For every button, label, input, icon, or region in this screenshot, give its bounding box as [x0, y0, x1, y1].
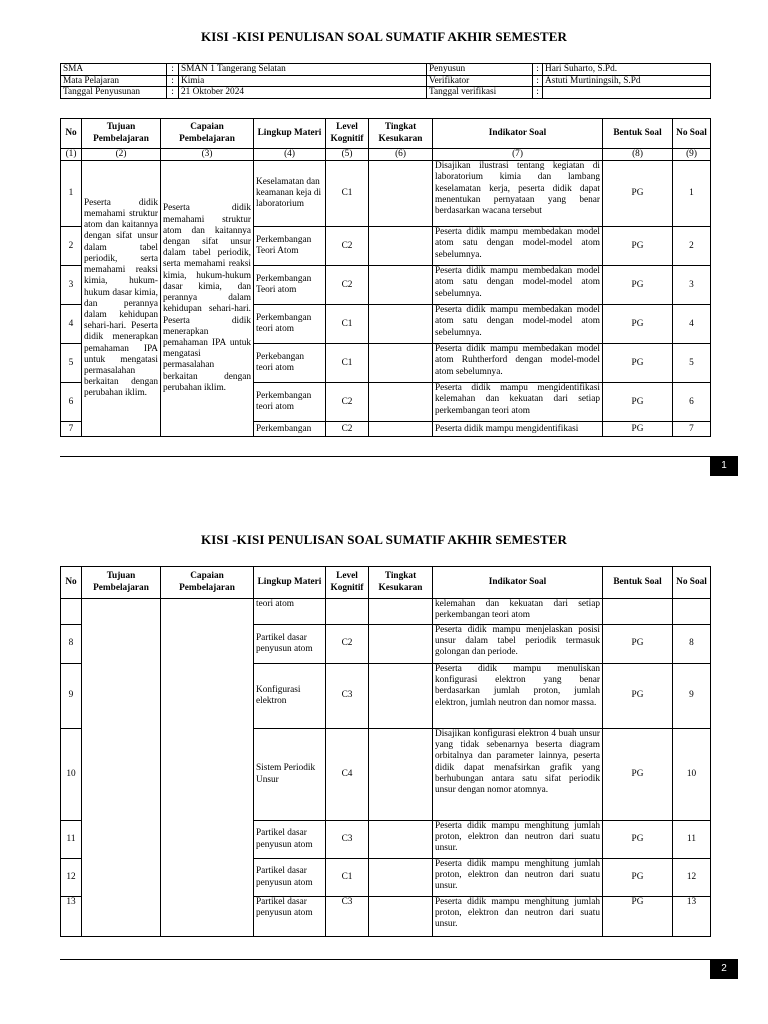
tingkat-kesukaran	[369, 859, 433, 897]
info-colon: :	[533, 75, 543, 87]
row-no: 11	[61, 821, 82, 859]
table-row	[61, 599, 711, 625]
lingkup-materi: Perkembangan Teori atom	[254, 266, 326, 305]
lingkup-materi: Partikel dasar penyusun atom	[254, 625, 326, 664]
row-no: 5	[61, 344, 82, 383]
footer-rule	[60, 456, 710, 457]
lingkup-materi: Perkembangan	[254, 422, 326, 437]
indikator-soal: Peserta didik mampu menghitung jumlah proton, elektron dan neutron dari suatu unsur.	[433, 859, 603, 897]
level-kognitif: C1	[326, 859, 369, 897]
info-value: Astuti Murtiningsih, S.Pd	[543, 75, 711, 87]
indikator-soal: Peserta didik mampu membedakan model atom satu dengan model-model atom sebelumnya.	[433, 305, 603, 344]
header-level: Level Kognitif	[326, 119, 369, 149]
tingkat-kesukaran	[369, 821, 433, 859]
tingkat-kesukaran	[369, 729, 433, 821]
bentuk-soal: PG	[603, 344, 673, 383]
no-soal: 8	[673, 625, 711, 664]
kisi-kisi-table	[60, 566, 711, 937]
bentuk-soal: PG	[603, 266, 673, 305]
indikator-soal: Disajikan konfigurasi elektron 4 buah unsur yang tidak sebenarnya beserta diagram orbitalnya dan parameter lainnya, peserta didik dapat menafsirkan grafik yang berhubungan antara satu sifat periodik unsur dengan nomor atomnya.	[433, 729, 603, 821]
no-soal: 6	[673, 383, 711, 422]
indikator-soal: Peserta didik mampu membedakan model atom satu dengan model-model atom sebelumnya.	[433, 227, 603, 266]
header-lingkup: Lingkup Materi	[254, 567, 326, 599]
column-number: (6)	[369, 149, 433, 161]
page-number: 2	[710, 959, 738, 979]
document-title: KISI -KISI PENULISAN SOAL SUMATIF AKHIR SEMESTER	[200, 532, 567, 547]
header-row	[61, 567, 711, 599]
indikator-soal: Peserta didik mampu menghitung jumlah proton, elektron dan neutron dari suatu unsur.	[433, 897, 603, 937]
header-lingkup: Lingkup Materi	[254, 119, 326, 149]
header-indikator: Indikator Soal	[433, 119, 603, 149]
header-level: Level Kognitif	[326, 567, 369, 599]
document-page-1	[0, 0, 768, 490]
no-soal: 11	[673, 821, 711, 859]
document-page-2	[0, 500, 768, 1024]
row-no: 10	[61, 729, 82, 821]
info-value: Kimia	[179, 75, 427, 87]
row-no: 7	[61, 422, 82, 437]
info-row	[61, 64, 711, 76]
tingkat-kesukaran	[369, 305, 433, 344]
level-kognitif: C1	[326, 305, 369, 344]
kisi-kisi-table	[60, 118, 711, 437]
lingkup-materi: Perkebangan teori atom	[254, 344, 326, 383]
row-no: 3	[61, 266, 82, 305]
info-table	[60, 63, 711, 99]
info-label: Verifikator	[427, 75, 533, 87]
lingkup-materi: Partikel dasar penyusun atom	[254, 859, 326, 897]
header-tujuan: Tujuan Pembelajaran	[82, 567, 161, 599]
header-nosoal: No Soal	[673, 567, 711, 599]
level-kognitif: C3	[326, 664, 369, 729]
no-soal: 13	[673, 897, 711, 937]
bentuk-soal: PG	[603, 305, 673, 344]
level-kognitif	[326, 599, 369, 625]
tingkat-kesukaran	[369, 227, 433, 266]
lingkup-materi: Konfigurasi elektron	[254, 664, 326, 729]
info-label: Mata Pelajaran	[61, 75, 167, 87]
bentuk-soal: PG	[603, 729, 673, 821]
info-label: Tanggal verifikasi	[427, 87, 533, 99]
indikator-soal: Disajikan ilustrasi tentang kegiatan di laboratorium kimia dan lambang keselamatan kerja, peserta didik dapat menentukan pernyataan yang benar berdasarkan wacana tersebut	[433, 161, 603, 227]
no-soal: 5	[673, 344, 711, 383]
level-kognitif: C3	[326, 821, 369, 859]
column-number: (2)	[82, 149, 161, 161]
bentuk-soal: PG	[603, 821, 673, 859]
header-tingkat: Tingkat Kesukaran	[369, 119, 433, 149]
column-number: (5)	[326, 149, 369, 161]
row-no: 8	[61, 625, 82, 664]
info-label: SMA	[61, 64, 167, 76]
tujuan-pembelajaran: Peserta didik memahami struktur atom dan kaitannya dengan sifat unsur dalam tabel periodik, serta memahami reaksi kimia, hukum-hukum dasar kimia, dan perannya dalam kehidupan sehari-hari. Peserta didik menerapkan pemahaman IPA untuk mengatasi permasalahan berkaitan dengan perubahan iklim.	[82, 161, 161, 437]
bentuk-soal: PG	[603, 625, 673, 664]
tujuan-pembelajaran-continued	[82, 599, 161, 937]
level-kognitif: C1	[326, 344, 369, 383]
level-kognitif: C3	[326, 897, 369, 937]
lingkup-materi: Partikel dasar penyusun atom	[254, 821, 326, 859]
no-soal: 10	[673, 729, 711, 821]
row-no: 4	[61, 305, 82, 344]
header-tujuan: Tujuan Pembelajaran	[82, 119, 161, 149]
indikator-soal: Peserta didik mampu mengidentifikasi kelemahan dan kekuatan dari setiap perkembangan teori atom	[433, 383, 603, 422]
header-tingkat: Tingkat Kesukaran	[369, 567, 433, 599]
bentuk-soal: PG	[603, 859, 673, 897]
header-capaian: Capaian Pembelajaran	[161, 119, 254, 149]
lingkup-materi: Sistem Periodik Unsur	[254, 729, 326, 821]
header-row	[61, 119, 711, 149]
header-bentuk: Bentuk Soal	[603, 567, 673, 599]
tingkat-kesukaran	[369, 344, 433, 383]
header-no: No	[61, 567, 82, 599]
info-row	[61, 75, 711, 87]
info-colon: :	[167, 64, 179, 76]
info-value: SMAN 1 Tangerang Selatan	[179, 64, 427, 76]
column-number: (1)	[61, 149, 82, 161]
lingkup-materi: Perkembangan teori atom	[254, 305, 326, 344]
indikator-soal: kelemahan dan kekuatan dari setiap perkembangan teori atom	[433, 599, 603, 625]
indikator-soal: Peserta didik mampu menuliskan konfigurasi elektron yang benar berdasarkan jumlah proton, jumlah elektron, jumlah neutron dan nomor massa.	[433, 664, 603, 729]
indikator-soal: Peserta didik mampu mengidentifikasi	[433, 422, 603, 437]
indikator-soal: Peserta didik mampu membedakan model atom satu dengan model-model atom sebelumnya.	[433, 266, 603, 305]
no-soal: 1	[673, 161, 711, 227]
tingkat-kesukaran	[369, 383, 433, 422]
no-soal: 7	[673, 422, 711, 437]
lingkup-materi: Perkembangan teori atom	[254, 383, 326, 422]
document-title: KISI -KISI PENULISAN SOAL SUMATIF AKHIR SEMESTER	[200, 29, 567, 44]
info-row	[61, 87, 711, 99]
info-value	[543, 87, 711, 99]
level-kognitif: C1	[326, 161, 369, 227]
indikator-soal: Peserta didik mampu membedakan model atom Ruhtherford dengan model-model atom sebelumnya.	[433, 344, 603, 383]
level-kognitif: C4	[326, 729, 369, 821]
bentuk-soal	[603, 599, 673, 625]
tingkat-kesukaran	[369, 664, 433, 729]
level-kognitif: C2	[326, 383, 369, 422]
lingkup-materi: teori atom	[254, 599, 326, 625]
level-kognitif: C2	[326, 266, 369, 305]
no-soal: 9	[673, 664, 711, 729]
tingkat-kesukaran	[369, 599, 433, 625]
bentuk-soal: PG	[603, 664, 673, 729]
row-no	[61, 599, 82, 625]
header-no: No	[61, 119, 82, 149]
no-soal: 2	[673, 227, 711, 266]
row-no: 1	[61, 161, 82, 227]
indikator-soal: Peserta didik mampu menjelaskan posisi unsur dalam tabel periodik termasuk golongan dan periode.	[433, 625, 603, 664]
bentuk-soal: PG	[603, 383, 673, 422]
table-row	[61, 161, 711, 227]
column-number: (3)	[161, 149, 254, 161]
info-label: Tanggal Penyusunan	[61, 87, 167, 99]
info-label: Penyusun	[427, 64, 533, 76]
level-kognitif: C2	[326, 422, 369, 437]
info-colon: :	[167, 87, 179, 99]
column-number: (4)	[254, 149, 326, 161]
row-no: 12	[61, 859, 82, 897]
no-soal: 4	[673, 305, 711, 344]
header-nosoal: No Soal	[673, 119, 711, 149]
capaian-pembelajaran-continued	[161, 599, 254, 937]
row-no: 9	[61, 664, 82, 729]
column-number: (7)	[433, 149, 603, 161]
no-soal: 3	[673, 266, 711, 305]
bentuk-soal: PG	[603, 227, 673, 266]
tingkat-kesukaran	[369, 161, 433, 227]
header-bentuk: Bentuk Soal	[603, 119, 673, 149]
tingkat-kesukaran	[369, 422, 433, 437]
lingkup-materi: Perkembangan Teori Atom	[254, 227, 326, 266]
row-no: 6	[61, 383, 82, 422]
tingkat-kesukaran	[369, 625, 433, 664]
tingkat-kesukaran	[369, 897, 433, 937]
header-capaian: Capaian Pembelajaran	[161, 567, 254, 599]
tingkat-kesukaran	[369, 266, 433, 305]
info-value: Hari Suharto, S.Pd.	[543, 64, 711, 76]
no-soal: 12	[673, 859, 711, 897]
page-number: 1	[710, 456, 738, 476]
header-indikator: Indikator Soal	[433, 567, 603, 599]
capaian-pembelajaran: Peserta didik memahami struktur atom dan kaitannya dengan sifat unsur dalam tabel periodik, serta memahami reaksi kimia, hukum-hukum dasar kimia, dan perannya dalam kehidupan sehari-hari. Peserta didik menerapkan pemahaman IPA untuk mengatasi permasalahan berkaitan dengan perubahan iklim.	[161, 161, 254, 437]
level-kognitif: C2	[326, 227, 369, 266]
bentuk-soal: PG	[603, 161, 673, 227]
info-colon: :	[533, 64, 543, 76]
info-colon: :	[167, 75, 179, 87]
column-number: (8)	[603, 149, 673, 161]
row-no: 2	[61, 227, 82, 266]
lingkup-materi: Keselamatan dan keamanan keja di laboratorium	[254, 161, 326, 227]
row-no: 13	[61, 897, 82, 937]
indikator-soal: Peserta didik mampu menghitung jumlah proton, elektron dan neutron dari suatu unsur.	[433, 821, 603, 859]
bentuk-soal: PG	[603, 422, 673, 437]
no-soal	[673, 599, 711, 625]
column-number: (9)	[673, 149, 711, 161]
info-colon: :	[533, 87, 543, 99]
lingkup-materi: Partikel dasar penyusun atom	[254, 897, 326, 937]
bentuk-soal: PG	[603, 897, 673, 937]
column-number-row	[61, 149, 711, 161]
info-value: 21 Oktober 2024	[179, 87, 427, 99]
level-kognitif: C2	[326, 625, 369, 664]
footer-rule	[60, 959, 710, 960]
